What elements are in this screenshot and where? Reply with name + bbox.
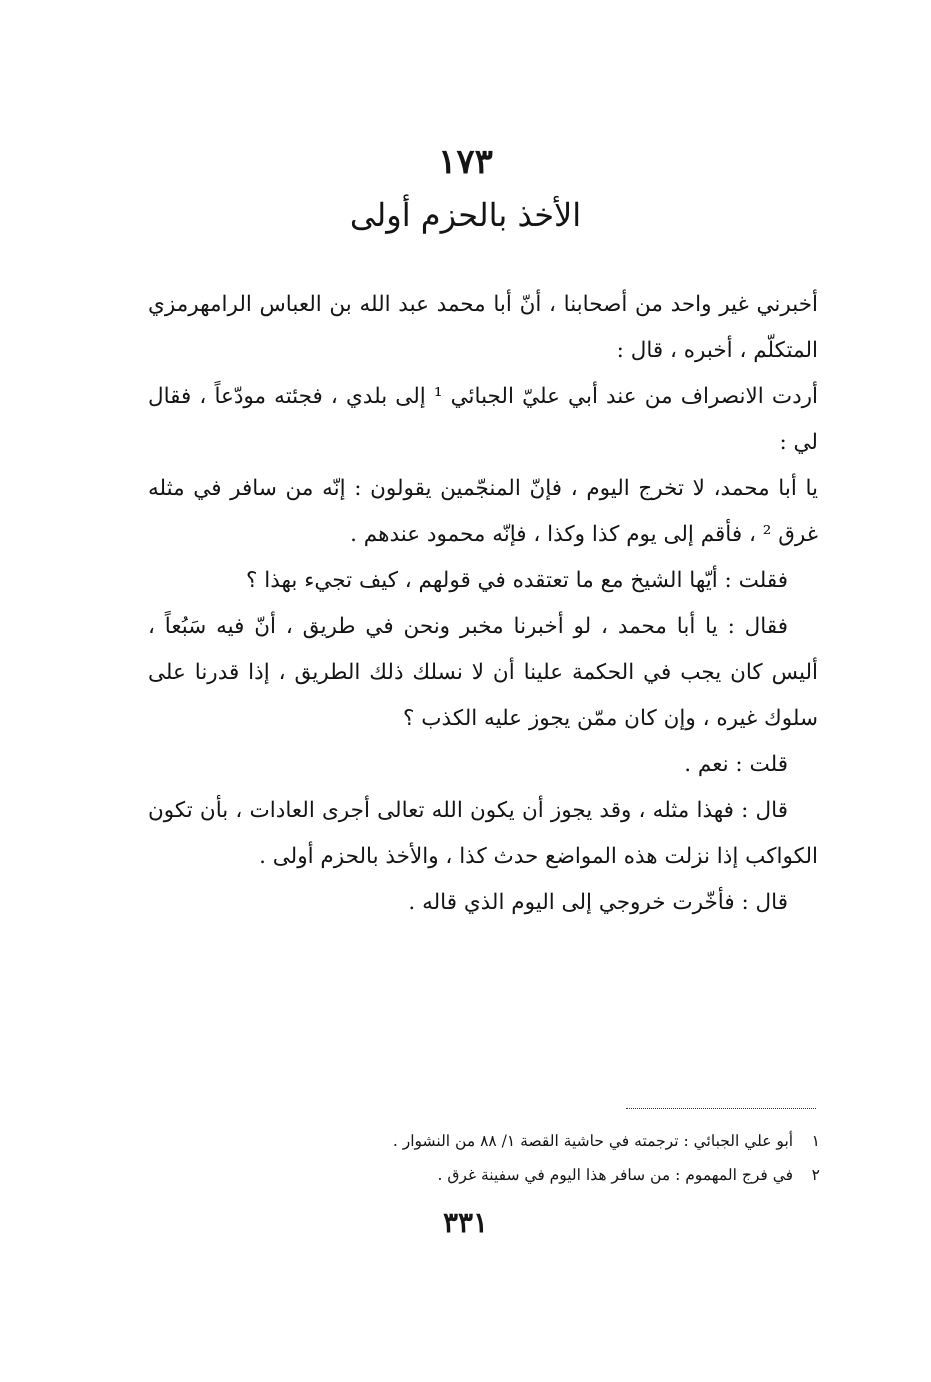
paragraph: أردت الانصراف من عند أبي عليّ الجبائي ¹ إلى بلدي ، فجئته مودّعاً ، فقال لي : xyxy=(148,384,818,455)
paragraph: قال : فهذا مثله ، وقد يجوز أن يكون الله تعالى أجرى العادات ، بأن تكون الكواكب إذا نزلت هذه المواضع حدث كذا ، والأخذ بالحزم أولى . xyxy=(148,798,818,869)
paragraph: قال : فأخّرت خروجي إلى اليوم الذي قاله . xyxy=(408,890,788,915)
story-body xyxy=(148,282,818,926)
paragraph: فقال : يا أبا محمد ، لو أخبرنا مخبر ونحن في طريق ، أنّ فيه سَبُعاً ، أليس كان يجب في الحكمة علينا أن لا نسلك ذلك الطريق ، إذا قدرنا على سلوك غيره ، وإن كان ممّن يجوز عليه الكذب ؟ xyxy=(148,614,819,731)
footnote-text: في فرج المهموم : من سافر هذا اليوم في سفينة غرق . xyxy=(437,1166,794,1184)
paragraph: يا أبا محمد، لا تخرج اليوم ، فإنّ المنجّمين يقولون : إنّه من سافر في مثله غرق ² ، فأقم إلى يوم كذا وكذا ، فإنّه محمود عندهم . xyxy=(148,476,818,547)
footnote-number: ١ xyxy=(811,1132,820,1150)
footnote-number: ٢ xyxy=(811,1166,820,1184)
paragraph: فقلت : أيّها الشيخ مع ما تعتقده في قولهم ، كيف تجيء بهذا ؟ xyxy=(246,568,788,593)
footnote-separator xyxy=(626,1108,816,1109)
story-title: الأخذ بالحزم أولى xyxy=(349,196,582,234)
footnote xyxy=(148,1158,820,1192)
footnote-text: أبو علي الجبائي : ترجمته في حاشية القصة ١/ ٨٨ من النشوار . xyxy=(392,1132,794,1150)
paragraph: قلت : نعم . xyxy=(684,752,788,777)
story-number: ١٧٣ xyxy=(438,142,493,182)
paragraph: أخبرني غير واحد من أصحابنا ، أنّ أبا محمد عبد الله بن العباس الرامهرمزي المتكلّم ، أخبره ، قال : xyxy=(148,292,818,363)
footnotes xyxy=(148,1124,820,1192)
page-number: ٣٣١ xyxy=(442,1206,489,1239)
footnote xyxy=(148,1124,820,1158)
